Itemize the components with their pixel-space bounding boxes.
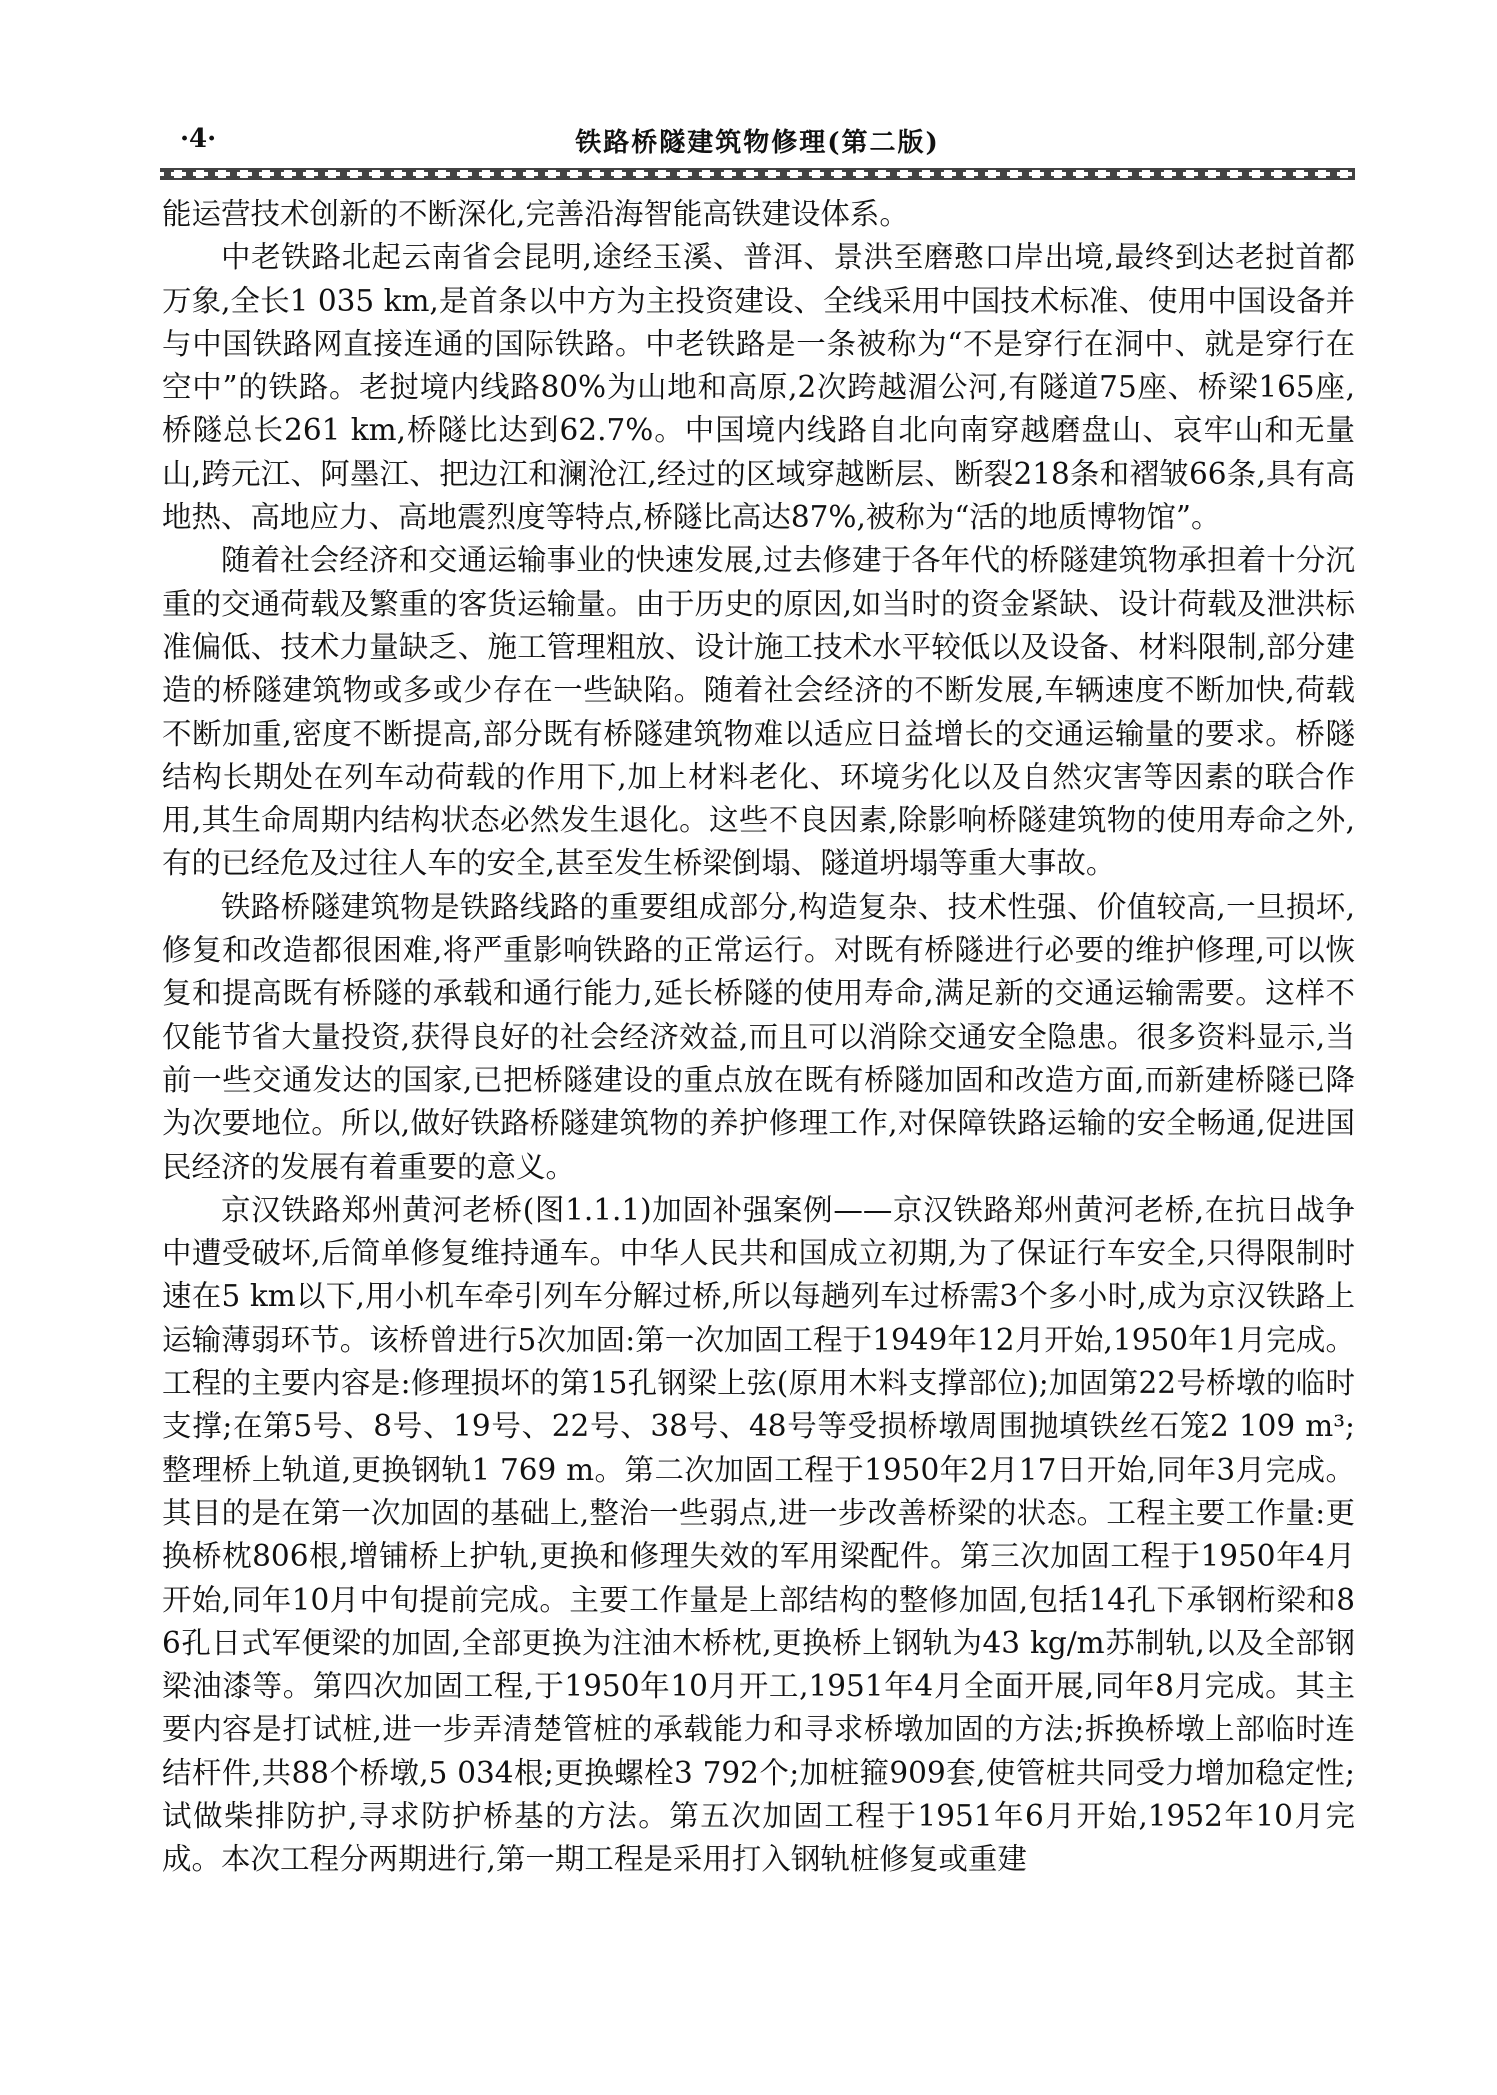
book-title: 铁路桥隧建筑物修理(第二版) [575, 128, 940, 158]
paragraph-yellow-river-bridge-case: 京汉铁路郑州黄河老桥(图1.1.1)加固补强案例——京汉铁路郑州黄河老桥,在抗日战争中遭受破坏,后简单修复维持通车。中华人民共和国成立初期,为了保证行车安全,只得限制时速在5 km以下,用小机车牵引列车分解过桥,所以每趟列车过桥需3个多小时,成为京汉铁路上运输薄弱环节。该桥曾进行5次加固:第一次加固工程于1949年12月开始,1950年1月完成。工程的主要内容是:修理损坏的第15孔钢梁上弦(原用木料支撑部位);加固第22号桥墩的临时支撑;在第5号、8号、19号、22号、38号、48号等受损桥墩周围抛填铁丝石笼2 109 m³;整理桥上轨道,更换钢轨1 769 m。第二次加固工程于1950年2月17日开始,同年3月完成。其目的是在第一次加固的基础上,整治一些弱点,进一步改善桥梁的状态。工程主要工作量:更换桥枕806根,增铺桥上护轨,更换和修理失效的军用梁配件。第三次加固工程于1950年4月开始,同年10月中旬提前完成。主要工作量是上部结构的整修加固,包括14孔下承钢桁梁和86孔日式军便梁的加固,全部更换为注油木桥枕,更换桥上钢轨为43 kg/m苏制轨,以及全部钢梁油漆等。第四次加固工程,于1950年10月开工,1951年4月全面开展,同年8月完成。其主要内容是打试桩,进一步弄清楚管桩的承载能力和寻求桥墩加固的方法;拆换桥墩上部临时连结杆件,共88个桥墩,5 034根;更换螺栓3 792个;加桩箍909套,使管桩共同受力增加稳定性;试做柴排防护,寻求防护桥基的方法。第五次加固工程于1951年6月开始,1952年10月完成。本次工程分两期进行,第一期工程是采用打入钢轨桩修复或重建 [162, 1192, 1355, 1877]
paragraph-aging-structures: 随着社会经济和交通运输事业的快速发展,过去修建于各年代的桥隧建筑物承担着十分沉重的交通荷载及繁重的客货运输量。由于历史的原因,如当时的资金紧缺、设计荷载及泄洪标准偏低、技术力量缺乏、施工管理粗放、设计施工技术水平较低以及设备、材料限制,部分建造的桥隧建筑物或多或少存在一些缺陷。随着社会经济的不断发展,车辆速度不断加快,荷载不断加重,密度不断提高,部分既有桥隧建筑物难以适应日益增长的交通运输量的要求。桥隧结构长期处在列车动荷载的作用下,加上材料老化、环境劣化以及自然灾害等因素的联合作用,其生命周期内结构状态必然发生退化。这些不良因素,除影响桥隧建筑物的使用寿命之外,有的已经危及过往人车的安全,甚至发生桥梁倒塌、隧道坍塌等重大事故。 [162, 543, 1355, 881]
body-text [162, 193, 1355, 1882]
header-decorative-rule [160, 168, 1355, 180]
running-header [160, 122, 1355, 162]
paragraph-continuation: 能运营技术创新的不断深化,完善沿海智能高铁建设体系。 [162, 197, 909, 231]
paragraph-maintenance-importance: 铁路桥隧建筑物是铁路线路的重要组成部分,构造复杂、技术性强、价值较高,一旦损坏,修复和改造都很困难,将严重影响铁路的正常运行。对既有桥隧进行必要的维护修理,可以恢复和提高既有桥隧的承载和通行能力,延长桥隧的使用寿命,满足新的交通运输需要。这样不仅能节省大量投资,获得良好的社会经济效益,而且可以消除交通安全隐患。很多资料显示,当前一些交通发达的国家,已把桥隧建设的重点放在既有桥隧加固和改造方面,而新建桥隧已降为次要地位。所以,做好铁路桥隧建筑物的养护修理工作,对保障铁路运输的安全畅通,促进国民经济的发展有着重要的意义。 [162, 889, 1355, 1184]
paragraph-china-laos-railway: 中老铁路北起云南省会昆明,途经玉溪、普洱、景洪至磨憨口岸出境,最终到达老挝首都万象,全长1 035 km,是首条以中方为主投资建设、全线采用中国技术标准、使用中国设备并与中国铁路网直接连通的国际铁路。中老铁路是一条被称为“不是穿行在洞中、就是穿行在空中”的铁路。老挝境内线路80%为山地和高原,2次跨越湄公河,有隧道75座、桥梁165座,桥隧总长261 km,桥隧比达到62.7%。中国境内线路自北向南穿越磨盘山、哀牢山和无量山,跨元江、阿墨江、把边江和澜沧江,经过的区域穿越断层、断裂218条和褶皱66条,具有高地热、高地应力、高地震烈度等特点,桥隧比高达87%,被称为“活的地质博物馆”。 [162, 240, 1355, 535]
page-number: ·4· [180, 124, 217, 154]
